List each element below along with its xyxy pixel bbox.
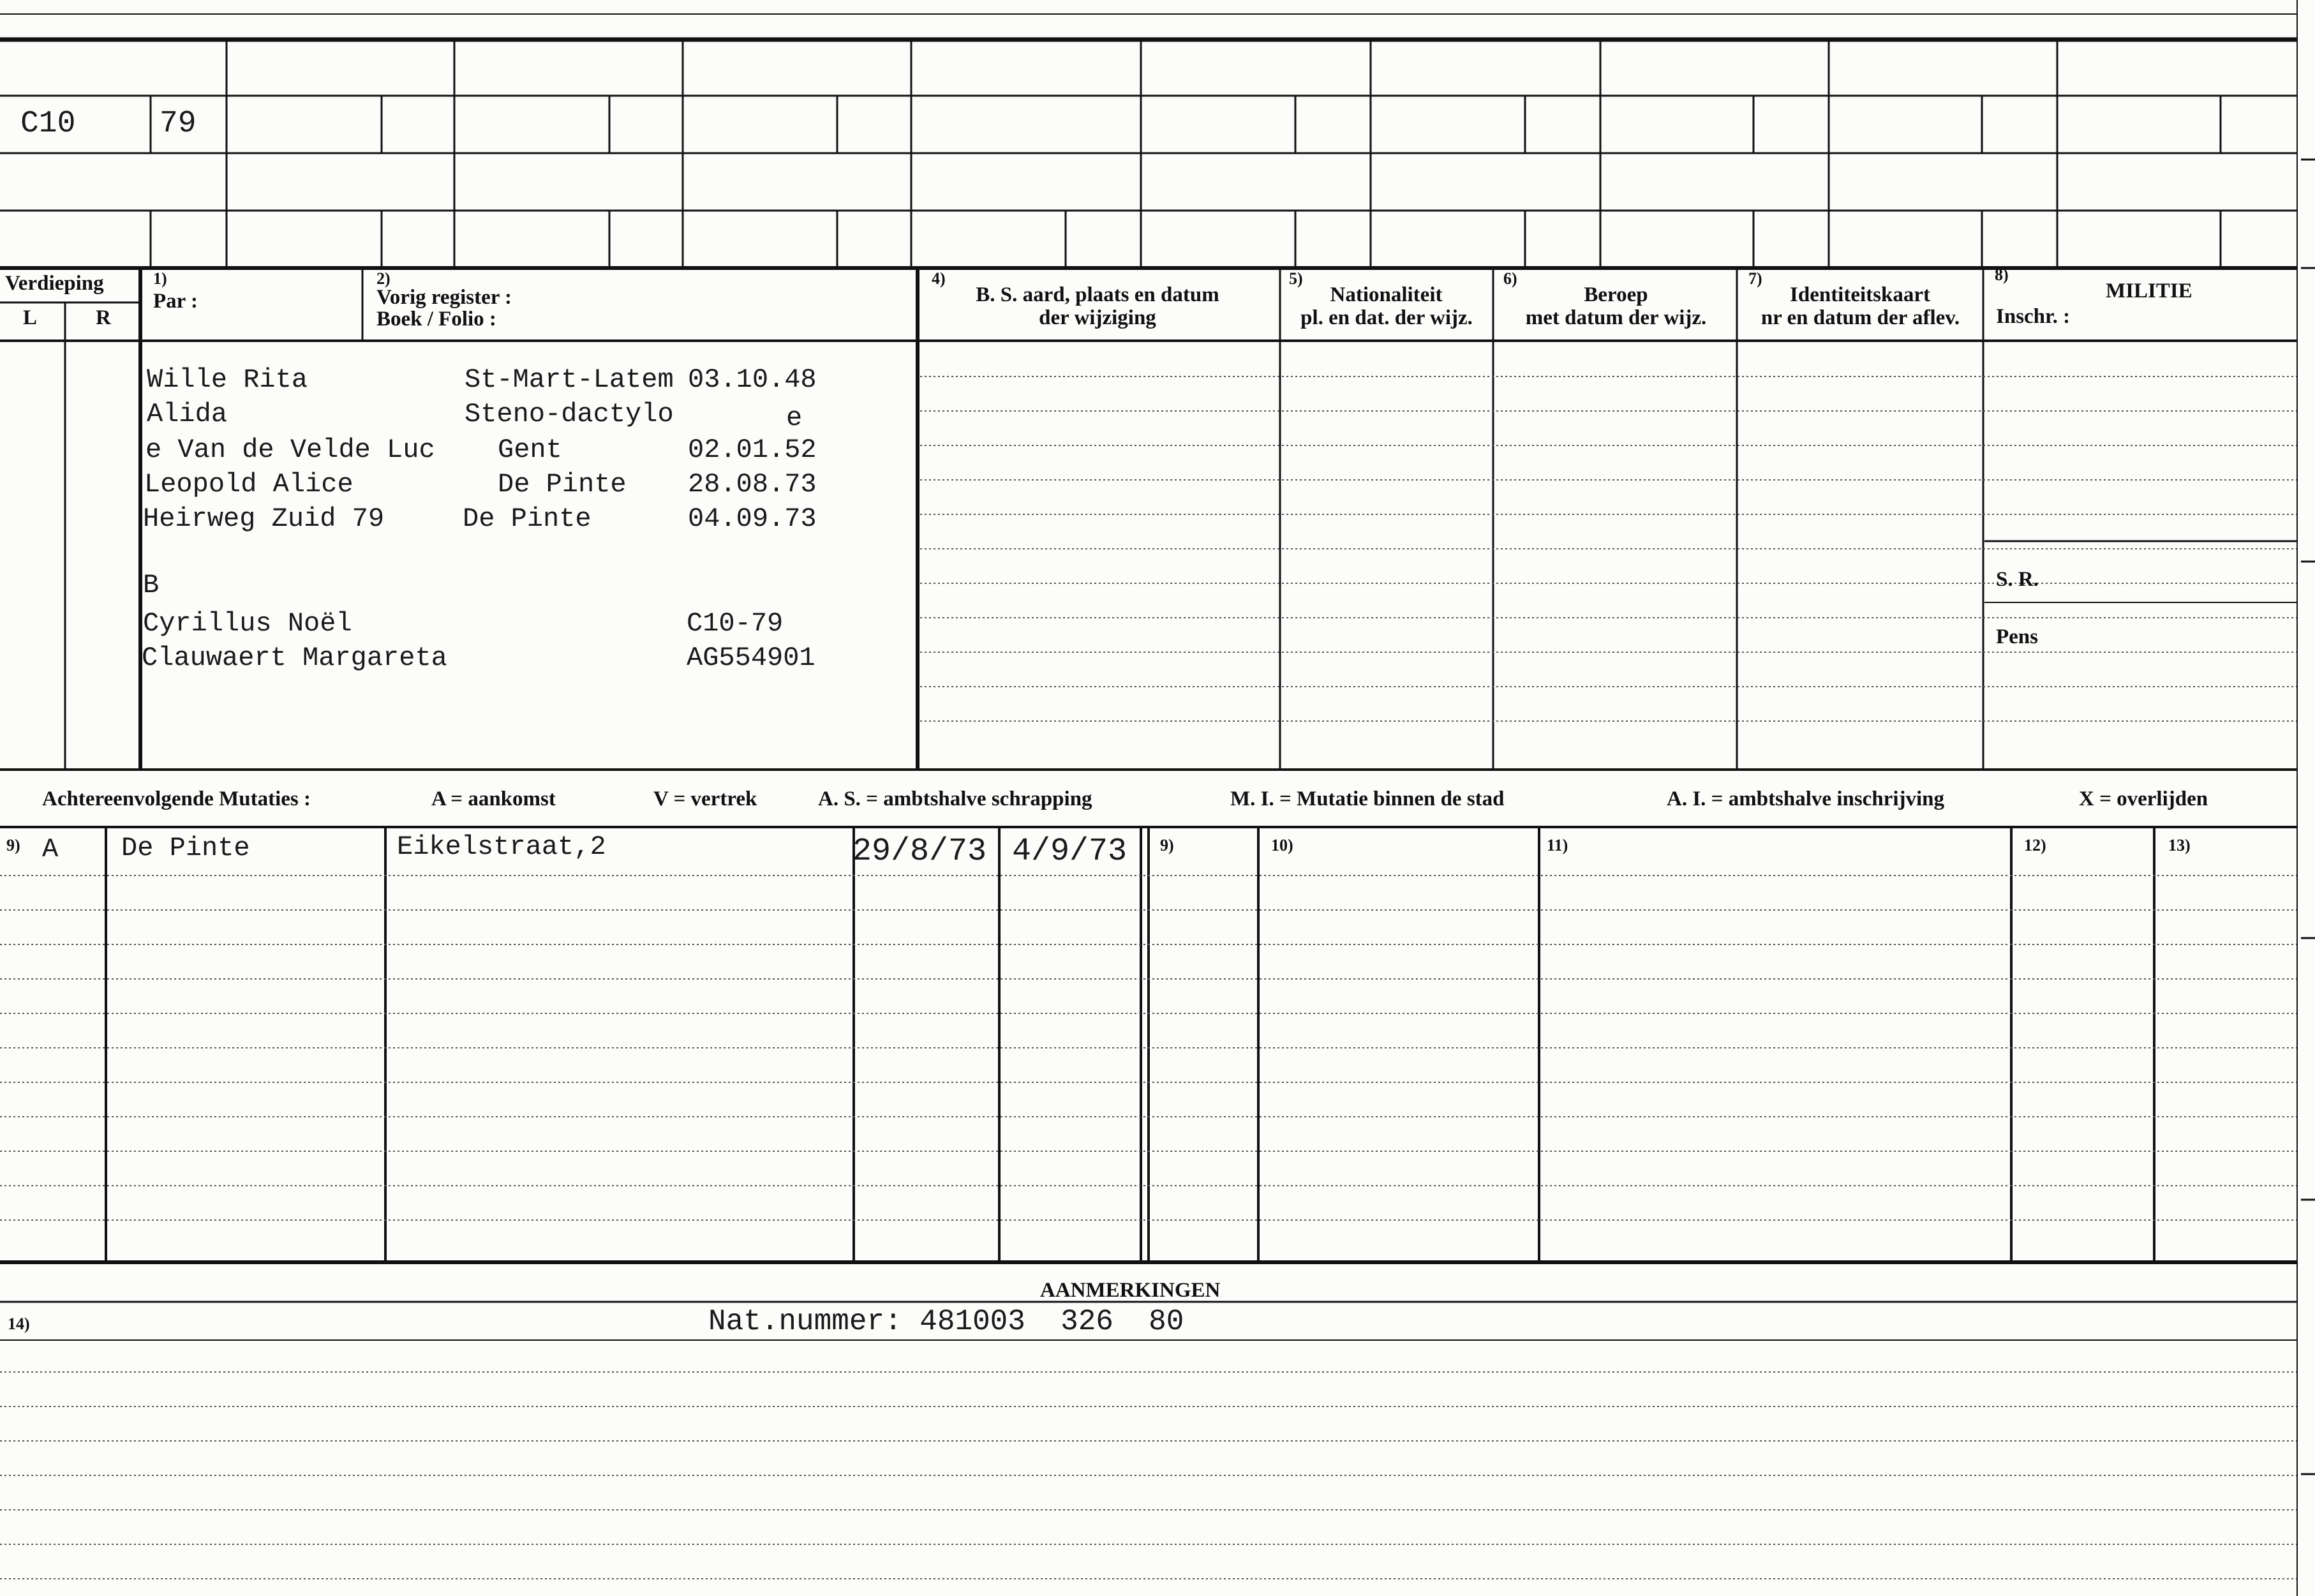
legend-title: Achtereenvolgende Mutaties :: [42, 787, 311, 810]
person-name-7: Clauwaert Margareta: [142, 643, 447, 673]
par-label: Par :: [153, 290, 198, 313]
person-section: B: [143, 570, 160, 600]
remarks-title: AANMERKINGEN: [1040, 1279, 1221, 1302]
col1-number: 1): [153, 269, 167, 288]
col6-number: 6): [1503, 269, 1517, 288]
person-place-5: De Pinte: [463, 503, 592, 534]
register-code: C10: [20, 107, 76, 141]
person-ref-6: C10-79: [687, 608, 784, 639]
col13-number: 13): [2168, 836, 2191, 854]
person-place-1: St-Mart-Latem: [465, 364, 674, 395]
legend-mutatie: M. I. = Mutatie binnen de stad: [1230, 787, 1505, 810]
person-date-1: 03.10.48: [688, 364, 817, 395]
col4-number: 4): [932, 269, 946, 288]
col9-number: 9): [6, 836, 20, 854]
person-place-2: Steno-dactylo: [465, 399, 674, 429]
legend-schrapping: A. S. = ambtshalve schrapping: [818, 787, 1092, 810]
verdieping-label: Verdieping: [5, 272, 104, 295]
person-place-4: De Pinte: [498, 469, 627, 500]
col8-number: 8): [1995, 265, 2009, 284]
col4-header-line2: der wijziging: [1039, 306, 1156, 329]
legend-vertrek: V = vertrek: [653, 787, 757, 810]
verdieping-r: R: [96, 306, 111, 329]
mutation-address: Eikelstraat,2: [397, 832, 606, 862]
pens-label: Pens: [1996, 625, 2038, 648]
col9b-number: 9): [1160, 836, 1174, 854]
legend-overlijden: X = overlijden: [2079, 787, 2208, 810]
mutation-date-1: 29/8/73: [852, 833, 987, 870]
vorig-register-label: Vorig register :: [376, 286, 512, 309]
person-name-6: Cyrillus Noël: [143, 608, 352, 639]
mutation-date-2: 4/9/73: [1012, 833, 1128, 870]
sr-label: S. R.: [1996, 568, 2039, 591]
person-date-5: 04.09.73: [688, 503, 817, 534]
col11-number: 11): [1547, 836, 1568, 854]
col4-header-line1: B. S. aard, plaats en datum: [976, 283, 1219, 306]
col7-header-line2: nr en datum der aflev.: [1760, 306, 1960, 329]
col2-number: 2): [376, 269, 391, 288]
boek-folio-label: Boek / Folio :: [376, 308, 496, 331]
mutation-type: A: [42, 834, 59, 865]
person-date-4: 28.08.73: [688, 469, 817, 500]
person-name-3: e Van de Velde Luc: [145, 435, 435, 465]
person-name-4: Leopold Alice: [144, 469, 354, 500]
col7-number: 7): [1748, 269, 1762, 288]
person-ref-7: AG554901: [687, 643, 815, 673]
remarks-text: Nat.nummer: 481003 326 80: [708, 1305, 1184, 1338]
col6-header-line2: met datum der wijz.: [1525, 306, 1707, 329]
remarks-number: 14): [8, 1315, 30, 1333]
col5-number: 5): [1289, 269, 1303, 288]
militie-title: MILITIE: [2106, 280, 2192, 302]
col10-number: 10): [1271, 836, 1293, 854]
col6-header-line1: Beroep: [1584, 283, 1648, 306]
legend-inschrijving: A. I. = ambtshalve inschrijving: [1667, 787, 1945, 810]
person-date-3: 02.01.52: [688, 435, 817, 465]
inschr-label: Inschr. :: [1996, 305, 2071, 328]
col5-header-line1: Nationaliteit: [1330, 283, 1443, 306]
legend-aankomst: A = aankomst: [431, 787, 556, 810]
person-date-2: e: [786, 403, 803, 433]
mutation-place: De Pinte: [121, 833, 250, 863]
col7-header-line1: Identiteitskaart: [1790, 283, 1930, 306]
verdieping-l: L: [23, 306, 38, 329]
person-name-2: Alida: [147, 399, 228, 429]
col5-header-line2: pl. en dat. der wijz.: [1300, 306, 1473, 329]
col12-number: 12): [2024, 836, 2046, 854]
person-address: Heirweg Zuid 79: [143, 503, 385, 534]
person-name-1: Wille Rita: [147, 364, 308, 395]
register-number: 79: [160, 107, 197, 141]
person-place-3: Gent: [498, 435, 562, 465]
